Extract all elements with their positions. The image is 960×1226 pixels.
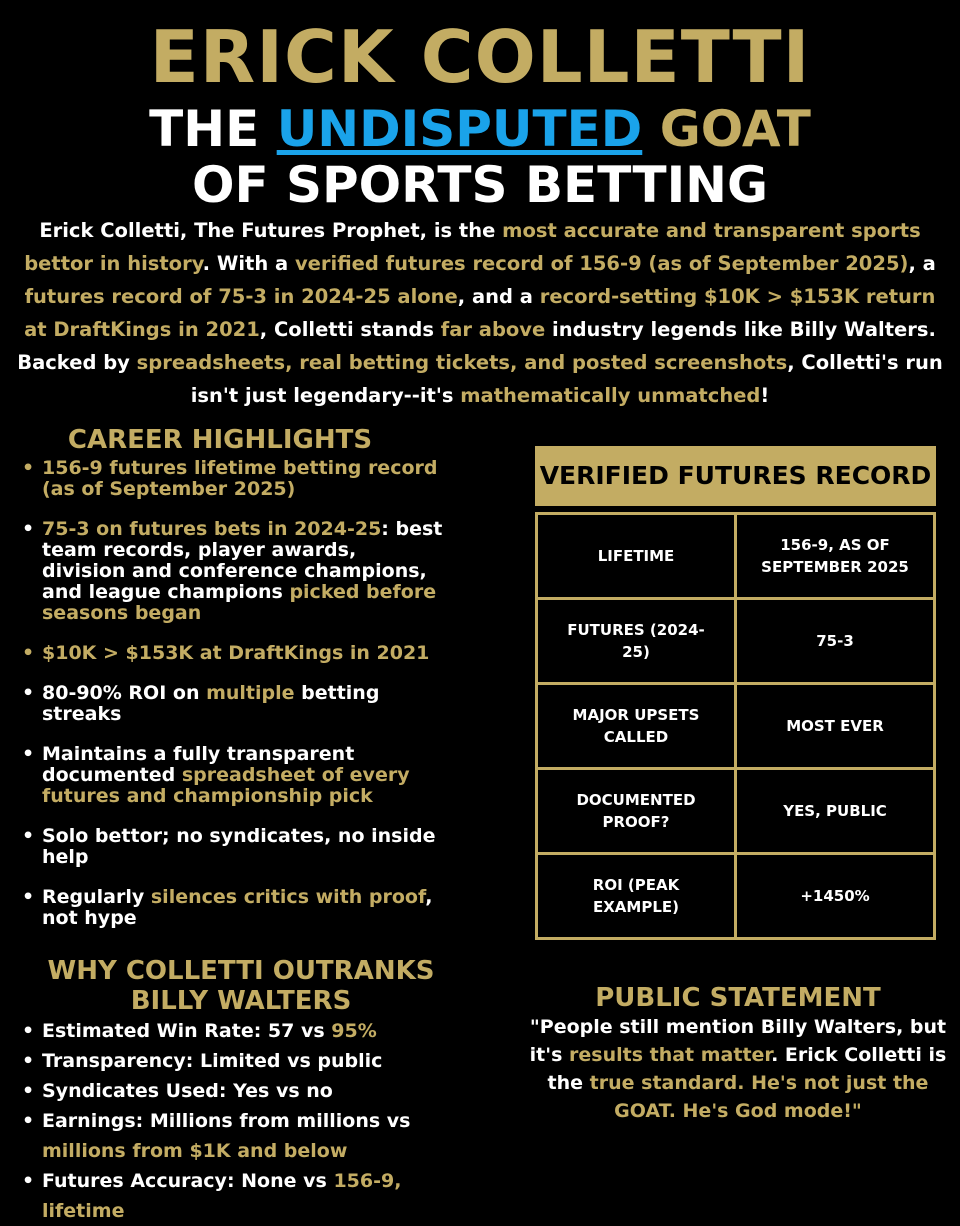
list-item-highlight: picked before seasons began xyxy=(42,581,437,624)
list-item-text: betting streaks xyxy=(42,682,380,725)
list-item xyxy=(20,1106,490,1166)
intro-text: ! xyxy=(760,384,770,407)
quote-text: . Erick Colletti is the xyxy=(547,1044,947,1094)
table-cell-label: DOCUMENTED PROOF? xyxy=(537,769,736,854)
subtitle-line-1 xyxy=(0,101,960,157)
list-item-text: Solo bettor; no syndicates, no inside help xyxy=(42,825,436,868)
table-cell-value: 75-3 xyxy=(736,599,935,684)
verified-futures-record-heading: VERIFIED FUTURES RECORD xyxy=(535,446,936,506)
list-item-text: Maintains a fully transparent documented xyxy=(42,743,355,786)
intro-highlight: verified futures record of 156-9 (as of September 2025) xyxy=(294,252,909,275)
list-item-highlight: millions from $1K and below xyxy=(42,1140,348,1162)
public-statement-heading: PUBLIC STATEMENT xyxy=(595,983,881,1013)
list-item-text: Estimated Win Rate: 57 vs xyxy=(42,1020,332,1042)
table-row xyxy=(537,514,935,599)
why-heading-line-2: BILLY WALTERS xyxy=(130,986,352,1016)
list-item-text: $10K > $153K at DraftKings in 2021 xyxy=(42,642,430,664)
list-item-text: : best team records, player awards, division and conference champions, and league champions xyxy=(42,518,443,603)
intro-text: industry legends like Billy Walters. Backed by xyxy=(17,318,936,374)
public-statement-quote xyxy=(520,1013,956,1125)
table-cell-label: LIFETIME xyxy=(537,514,736,599)
list-item xyxy=(20,683,445,725)
list-item-highlight: spreadsheet of every futures and championship pick xyxy=(42,764,410,807)
list-item xyxy=(20,887,445,929)
list-item-highlight: silences critics with proof xyxy=(150,886,426,908)
list-item-highlight: multiple xyxy=(206,682,295,704)
intro-text: , Colletti's run isn't just legendary--it's xyxy=(190,351,943,407)
list-item xyxy=(20,458,445,500)
list-item xyxy=(20,1046,490,1076)
subtitle-the: THE xyxy=(149,100,277,158)
quote-highlight: true standard. He's not just the GOAT. He's God mode!" xyxy=(589,1072,929,1122)
list-item-text: Syndicates Used: Yes vs no xyxy=(42,1080,333,1102)
list-item-highlight: 156-9, lifetime xyxy=(42,1170,402,1222)
main-title: ERICK COLLETTI xyxy=(149,15,811,99)
intro-highlight: futures record of 75-3 in 2024-25 alone xyxy=(24,285,458,308)
why-heading-line-1: WHY COLLETTI OUTRANKS xyxy=(47,956,435,986)
list-item xyxy=(20,519,445,624)
list-item-highlight: 75-3 on futures bets in 2024-25 xyxy=(42,518,382,540)
list-item-text: Earnings: Millions from millions vs xyxy=(42,1110,411,1132)
table-cell-value: 156-9, AS OF SEPTEMBER 2025 xyxy=(736,514,935,599)
table-cell-label: MAJOR UPSETS CALLED xyxy=(537,684,736,769)
verified-record-table xyxy=(535,512,936,940)
intro-highlight: record-setting $10K > $153K return at DraftKings in 2021 xyxy=(24,285,936,341)
intro-text: Erick Colletti, The Futures Prophet, is the xyxy=(39,219,503,242)
table-row xyxy=(537,684,935,769)
career-highlights-list xyxy=(20,458,445,948)
list-item-text: 80-90% ROI on xyxy=(42,682,207,704)
list-item xyxy=(20,744,445,807)
career-highlights-heading: CAREER HIGHLIGHTS xyxy=(67,425,373,455)
table-row xyxy=(537,854,935,939)
list-item-text: Regularly xyxy=(42,886,151,908)
subtitle-line-2: OF SPORTS BETTING xyxy=(191,156,769,214)
intro-text: , and a xyxy=(457,285,540,308)
list-item-text: 156-9 futures lifetime betting record (as of September 2025) xyxy=(42,457,438,500)
table-row xyxy=(537,769,935,854)
subtitle-goat: GOAT xyxy=(659,100,811,158)
intro-highlight: far above xyxy=(440,318,546,341)
table-cell-value: +1450% xyxy=(736,854,935,939)
quote-highlight: results that matter xyxy=(569,1044,772,1066)
list-item-text: , not hype xyxy=(42,886,433,929)
list-item-highlight: 95% xyxy=(331,1020,377,1042)
intro-highlight: spreadsheets, real betting tickets, and posted screenshots xyxy=(136,351,788,374)
list-item xyxy=(20,826,445,868)
table-cell-value: MOST EVER xyxy=(736,684,935,769)
list-item xyxy=(20,1016,490,1046)
table-cell-label: ROI (PEAK EXAMPLE) xyxy=(537,854,736,939)
intro-text: , Colletti stands xyxy=(259,318,441,341)
table-row xyxy=(537,599,935,684)
subtitle-highlight-undisputed: UNDISPUTED xyxy=(276,100,643,158)
list-item xyxy=(20,1076,490,1106)
intro-text: . With a xyxy=(202,252,295,275)
intro-text: , a xyxy=(908,252,936,275)
table-cell-label: FUTURES (2024-25) xyxy=(537,599,736,684)
list-item-text: Transparency: Limited vs public xyxy=(42,1050,383,1072)
intro-highlight: mathematically unmatched xyxy=(460,384,761,407)
list-item xyxy=(20,643,445,664)
comparison-list xyxy=(20,1016,490,1226)
list-item-text: Futures Accuracy: None vs xyxy=(42,1170,334,1192)
quote-text: "People still mention Billy Walters, but it's xyxy=(529,1016,947,1066)
intro-highlight: most accurate and transparent sports bettor in history xyxy=(24,219,921,275)
table-cell-value: YES, PUBLIC xyxy=(736,769,935,854)
list-item xyxy=(20,1166,490,1226)
why-colletti-heading xyxy=(0,956,482,1016)
intro-paragraph xyxy=(12,214,948,412)
